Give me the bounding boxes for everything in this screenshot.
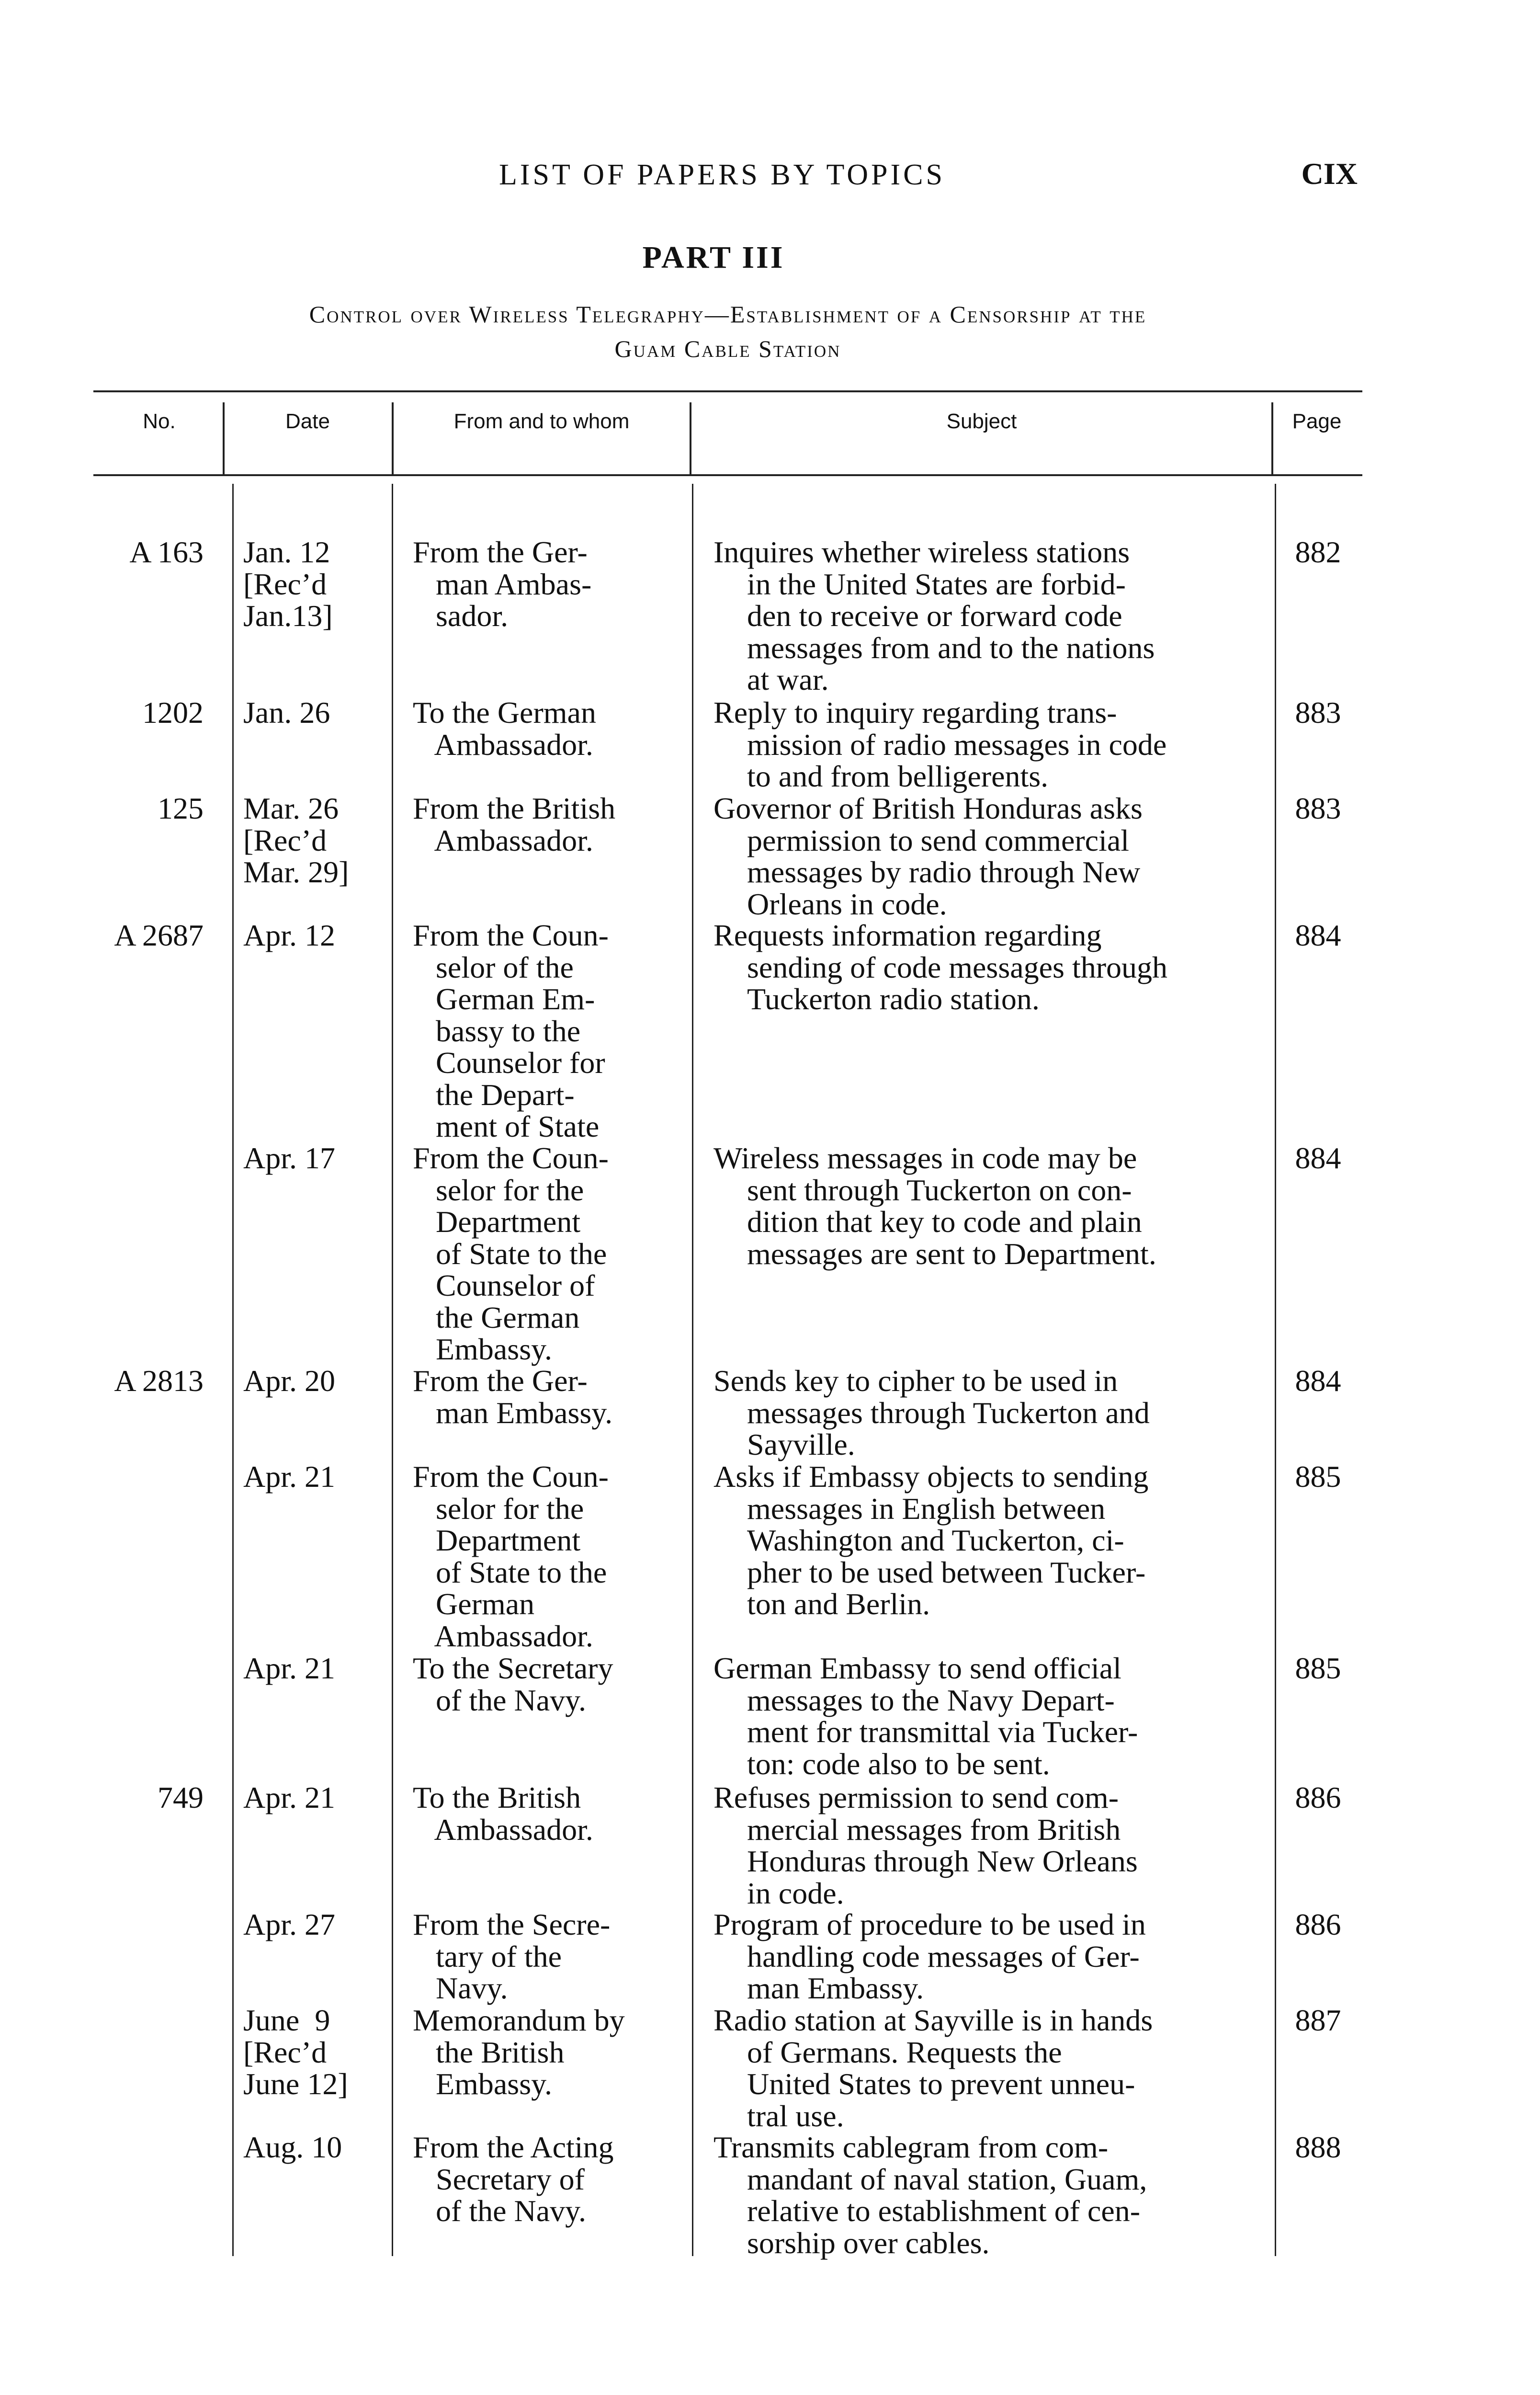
subject-line: Inquires whether wireless stations — [713, 535, 1130, 569]
row-date: Apr. 20 — [243, 1364, 335, 1398]
row-date: Jan. 12 [Rec’d Jan.13] — [243, 535, 333, 633]
header-bottom-rule — [93, 474, 1362, 476]
row-number: 1202 — [142, 696, 204, 730]
subject-line: Orleans in code. — [747, 887, 947, 921]
row-page: 884 — [1295, 918, 1341, 952]
row-date: Apr. 27 — [243, 1907, 335, 1941]
subject-line: pher to be used between Tucker- — [747, 1555, 1146, 1589]
header-subject: Subject — [946, 410, 1017, 433]
row-subject — [713, 1653, 1269, 1780]
row-subject — [713, 1365, 1269, 1461]
column-divider-2-body — [392, 484, 393, 2256]
subject-line: mission of radio messages in code — [747, 727, 1167, 762]
row-date: Apr. 17 — [243, 1141, 335, 1175]
row-from-to: To the Secretary of the Navy. — [413, 1651, 613, 1717]
subject-line: at war. — [747, 662, 829, 696]
running-head — [0, 158, 1540, 201]
row-number: 749 — [158, 1780, 204, 1814]
subject-line: Program of procedure to be used in — [713, 1907, 1146, 1941]
subject-line: sorship over cables. — [747, 2225, 990, 2260]
table-top-rule — [93, 390, 1362, 392]
row-date: Aug. 10 — [243, 2130, 342, 2164]
section-title — [96, 297, 1360, 366]
subject-line: tral use. — [747, 2098, 844, 2133]
subject-line: Governor of British Honduras asks — [713, 791, 1143, 825]
subject-line: Washington and Tuckerton, ci- — [747, 1523, 1124, 1557]
row-subject — [713, 1461, 1269, 1620]
row-number: 125 — [158, 791, 204, 825]
part-title: PART III — [642, 240, 785, 275]
section-title-line-1: Control over Wireless Telegraphy—Establishment of a Censorship at the — [309, 301, 1147, 328]
subject-line: ton and Berlin. — [747, 1587, 930, 1621]
row-from-to: Memorandum by the British Embassy. — [413, 2003, 625, 2101]
header-from-to: From and to whom — [453, 410, 630, 433]
row-from-to: From the Secre- tary of the Navy. — [413, 1907, 611, 2005]
column-divider-1 — [223, 402, 225, 474]
row-number: A 163 — [129, 535, 204, 569]
subject-line: mandant of naval station, Guam, — [747, 2162, 1147, 2196]
row-subject — [713, 1142, 1269, 1270]
column-divider-4 — [1271, 402, 1273, 474]
subject-line: Refuses permission to send com- — [713, 1780, 1119, 1814]
row-date: Apr. 21 — [243, 1460, 335, 1494]
row-from-to: From the Ger- man Embassy. — [413, 1364, 613, 1430]
row-number: A 2687 — [114, 918, 204, 952]
row-page: 885 — [1295, 1460, 1341, 1494]
header-no: No. — [143, 410, 176, 433]
row-date: June 9 [Rec’d June 12] — [243, 2003, 348, 2101]
subject-line: messages are sent to Department. — [747, 1236, 1156, 1271]
subject-line: Honduras through New Orleans — [747, 1844, 1138, 1878]
subject-line: of Germans. Requests the — [747, 2035, 1062, 2069]
row-subject — [713, 1909, 1269, 2005]
subject-line: mercial messages from British — [747, 1812, 1121, 1847]
row-page: 883 — [1295, 696, 1341, 730]
subject-line: messages by radio through New — [747, 855, 1141, 889]
row-date: Jan. 26 — [243, 696, 330, 730]
subject-line: messages to the Navy Depart- — [747, 1683, 1115, 1717]
subject-line: ment for transmittal via Tucker- — [747, 1715, 1138, 1749]
subject-line: Sayville. — [747, 1427, 855, 1461]
section-title-line-2: Guam Cable Station — [614, 335, 841, 362]
row-page: 884 — [1295, 1364, 1341, 1398]
subject-line: to and from belligerents. — [747, 759, 1049, 793]
row-date: Apr. 12 — [243, 918, 335, 952]
row-from-to: From the Coun- selor for the Department of State to the Counselor of the German Embassy. — [413, 1141, 609, 1366]
subject-line: United States to prevent unneu- — [747, 2067, 1135, 2101]
subject-line: man Embassy. — [747, 1971, 924, 2005]
row-page: 885 — [1295, 1651, 1341, 1685]
column-divider-1-body — [232, 484, 234, 2256]
subject-line: messages in English between — [747, 1491, 1106, 1526]
row-page: 883 — [1295, 791, 1341, 825]
row-number: A 2813 — [114, 1364, 204, 1398]
row-subject — [713, 2005, 1269, 2132]
subject-line: sent through Tuckerton on con- — [747, 1173, 1132, 1207]
subject-line: German Embassy to send official — [713, 1651, 1121, 1685]
row-subject — [713, 536, 1269, 696]
subject-line: Asks if Embassy objects to sending — [713, 1460, 1149, 1494]
row-page: 884 — [1295, 1141, 1341, 1175]
row-page: 886 — [1295, 1780, 1341, 1814]
subject-line: permission to send commercial — [747, 823, 1130, 857]
column-divider-3 — [690, 402, 691, 474]
row-subject — [713, 793, 1269, 920]
header-page: Page — [1292, 410, 1342, 433]
row-subject — [713, 1782, 1269, 1909]
subject-line: Radio station at Sayville is in hands — [713, 2003, 1153, 2037]
row-subject — [713, 920, 1269, 1015]
column-divider-3-body — [692, 484, 693, 2256]
subject-line: ton: code also to be sent. — [747, 1746, 1050, 1781]
row-date: Apr. 21 — [243, 1651, 335, 1685]
running-title: LIST OF PAPERS BY TOPICS — [499, 159, 945, 191]
row-from-to: From the Acting Secretary of of the Navy. — [413, 2130, 614, 2228]
row-page: 887 — [1295, 2003, 1341, 2037]
row-page: 888 — [1295, 2130, 1341, 2164]
subject-line: dition that key to code and plain — [747, 1205, 1142, 1239]
row-date: Mar. 26 [Rec’d Mar. 29] — [243, 791, 349, 889]
subject-line: in the United States are forbid- — [747, 567, 1126, 601]
subject-line: handling code messages of Ger- — [747, 1939, 1140, 1973]
subject-line: Reply to inquiry regarding trans- — [713, 696, 1117, 730]
subject-line: messages from and to the nations — [747, 630, 1155, 665]
subject-line: relative to establishment of cen- — [747, 2194, 1141, 2228]
row-from-to: From the Coun- selor for the Department of State to the German Ambassador. — [413, 1460, 609, 1653]
row-subject — [713, 697, 1269, 793]
row-from-to: To the British Ambassador. — [413, 1780, 593, 1847]
header-date: Date — [285, 410, 330, 433]
row-from-to: From the Coun- selor of the German Em- bassy to the Counselor for the Depart- ment of State — [413, 918, 609, 1143]
subject-line: sending of code messages through — [747, 950, 1168, 984]
row-date: Apr. 21 — [243, 1780, 335, 1814]
page-folio: CIX — [1301, 157, 1358, 191]
row-page: 882 — [1295, 535, 1341, 569]
subject-line: Tuckerton radio station. — [747, 982, 1040, 1016]
row-subject — [713, 2132, 1269, 2259]
subject-line: den to receive or forward code — [747, 599, 1122, 633]
row-from-to: From the British Ambassador. — [413, 791, 616, 857]
subject-line: in code. — [747, 1876, 844, 1910]
subject-line: Wireless messages in code may be — [713, 1141, 1137, 1175]
subject-line: Requests information regarding — [713, 918, 1102, 952]
subject-line: messages through Tuckerton and — [747, 1395, 1150, 1430]
subject-line: Sends key to cipher to be used in — [713, 1364, 1118, 1398]
subject-line: Transmits cablegram from com- — [713, 2130, 1109, 2164]
row-from-to: To the German Ambassador. — [413, 696, 596, 762]
row-page: 886 — [1295, 1907, 1341, 1941]
row-from-to: From the Ger- man Ambas- sador. — [413, 535, 592, 633]
